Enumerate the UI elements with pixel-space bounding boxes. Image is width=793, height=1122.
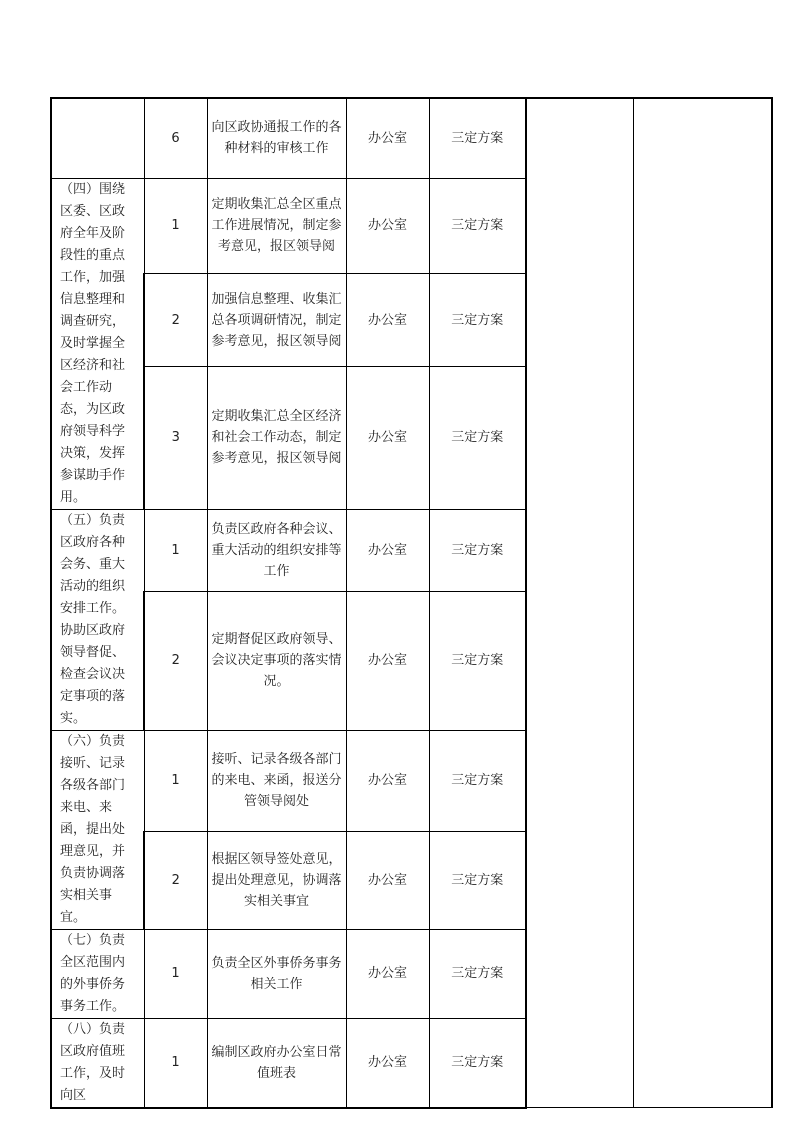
item-number: 1 <box>144 178 207 273</box>
responsibility-table <box>50 97 773 1109</box>
responsible-dept: 办公室 <box>346 178 429 273</box>
item-content: 加强信息整理、收集汇总各项调研情况，制定参考意见，报区领导阅 <box>207 273 346 367</box>
responsible-dept: 办公室 <box>346 509 429 592</box>
basis-doc: 三定方案 <box>429 98 526 178</box>
item-number: 2 <box>144 831 207 929</box>
item-number: 2 <box>144 273 207 367</box>
task-cell: （六）负责接听、记录各级各部门来电、来函，提出处理意见，并负责协调落实相关事宜。 <box>51 730 144 929</box>
task-cell: （七）负责全区范围内的外事侨务事务工作。 <box>51 929 144 1018</box>
item-number: 1 <box>144 730 207 831</box>
responsible-dept: 办公室 <box>346 98 429 178</box>
responsible-dept: 办公室 <box>346 367 429 509</box>
blank-column-b <box>633 98 772 1108</box>
responsible-dept: 办公室 <box>346 592 429 730</box>
responsible-dept: 办公室 <box>346 730 429 831</box>
item-content: 接听、记录各级各部门的来电、来函，报送分管领导阅处 <box>207 730 346 831</box>
item-content: 负责区政府各种会议、重大活动的组织安排等工作 <box>207 509 346 592</box>
item-content: 编制区政府办公室日常值班表 <box>207 1018 346 1108</box>
basis-doc: 三定方案 <box>429 1018 526 1108</box>
item-number: 1 <box>144 929 207 1018</box>
responsible-dept: 办公室 <box>346 929 429 1018</box>
item-content: 定期收集汇总全区重点工作进展情况，制定参考意见，报区领导阅 <box>207 178 346 273</box>
item-number: 1 <box>144 1018 207 1108</box>
item-number: 2 <box>144 592 207 730</box>
item-number: 6 <box>144 98 207 178</box>
item-content: 定期督促区政府领导、会议决定事项的落实情况。 <box>207 592 346 730</box>
basis-doc: 三定方案 <box>429 592 526 730</box>
basis-doc: 三定方案 <box>429 273 526 367</box>
item-content: 负责全区外事侨务事务相关工作 <box>207 929 346 1018</box>
basis-doc: 三定方案 <box>429 929 526 1018</box>
item-content: 定期收集汇总全区经济和社会工作动态，制定参考意见，报区领导阅 <box>207 367 346 509</box>
task-cell: （五）负责区政府各种会务、重大活动的组织安排工作。协助区政府领导督促、检查会议决定事项的落实。 <box>51 509 144 730</box>
basis-doc: 三定方案 <box>429 831 526 929</box>
basis-doc: 三定方案 <box>429 730 526 831</box>
task-cell: （四）围绕区委、区政府全年及阶段性的重点工作，加强信息整理和调查研究，及时掌握全区经济和社会工作动态，为区政府领导科学决策，发挥参谋助手作用。 <box>51 178 144 509</box>
blank-column-a <box>526 98 633 1108</box>
task-cell: （八）负责区政府值班工作，及时向区 <box>51 1018 144 1108</box>
responsible-dept: 办公室 <box>346 273 429 367</box>
basis-doc: 三定方案 <box>429 367 526 509</box>
responsible-dept: 办公室 <box>346 831 429 929</box>
item-content: 向区政协通报工作的各种材料的审核工作 <box>207 98 346 178</box>
item-number: 3 <box>144 367 207 509</box>
basis-doc: 三定方案 <box>429 509 526 592</box>
table-row <box>51 98 772 178</box>
task-cell <box>51 98 144 178</box>
item-number: 1 <box>144 509 207 592</box>
item-content: 根据区领导签处意见，提出处理意见，协调落实相关事宜 <box>207 831 346 929</box>
basis-doc: 三定方案 <box>429 178 526 273</box>
responsible-dept: 办公室 <box>346 1018 429 1108</box>
